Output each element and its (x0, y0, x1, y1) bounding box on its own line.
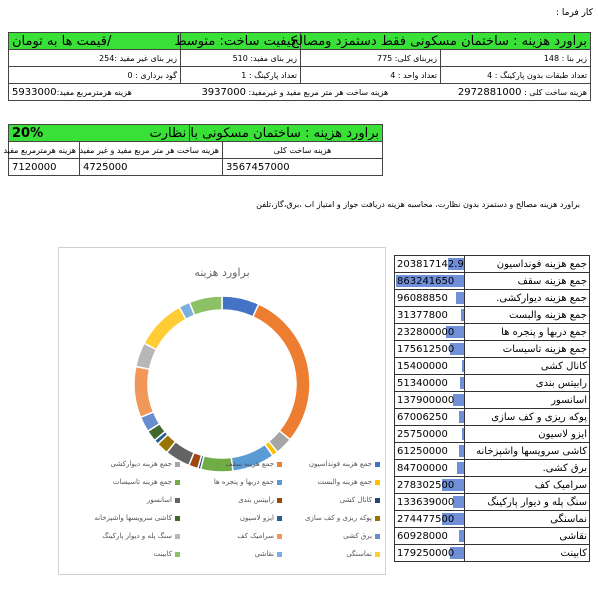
legend-label: ایزو لاسیون (239, 514, 274, 522)
row-label: سرامیک کف (464, 477, 589, 494)
table-row (395, 528, 590, 545)
row-label: جمع هزینه دیوارکشی. (464, 290, 589, 307)
value-text: 96088850 (397, 292, 448, 304)
value-text: 278302500 (397, 479, 455, 491)
value-text: 67006250 (397, 411, 448, 423)
legend-item (237, 532, 282, 540)
row-value (395, 511, 465, 528)
legend-label: کابینت (153, 550, 172, 558)
row-value (395, 409, 465, 426)
row-value (395, 375, 465, 392)
legend-label: جمع هزینه والبست (317, 478, 372, 486)
table-row (395, 256, 590, 273)
legend-swatch (175, 480, 180, 485)
value-text: 60928000 (397, 530, 448, 542)
data-bar (456, 292, 464, 304)
value-text: 863241650 (397, 275, 455, 287)
value-text: 51340000 (397, 377, 448, 389)
row-label: جمع هزینه والبست (464, 307, 589, 324)
value-text: 31377800 (397, 309, 448, 321)
legend-label: سنگ پله و دیوار پارکینگ (102, 532, 172, 540)
floor-area: زیر بنا : 148 (441, 50, 591, 67)
legend-swatch (175, 552, 180, 557)
data-bar (460, 377, 464, 389)
table-row (395, 358, 590, 375)
data-bar (457, 462, 464, 474)
table-row (395, 443, 590, 460)
legend-label: اسانسور (146, 496, 172, 504)
legend-swatch (277, 480, 282, 485)
legend-item (305, 514, 380, 522)
row-label: ایزو لاسیون (464, 426, 589, 443)
supervision-percent: 20% (9, 125, 190, 142)
value-text: 203817142.9 (397, 258, 464, 270)
data-bar (459, 530, 464, 542)
legend-swatch (175, 516, 180, 521)
total-area: زیربنای کلی: 775 (301, 50, 441, 67)
row-label: جمع هزینه تاسیسات (464, 341, 589, 358)
pie-slice-1 (253, 304, 310, 440)
row-label: رابیتس بندی (464, 375, 589, 392)
table1-title: براورد هزینه : ساختمان مسکونی فقط دستمزد ومصالح (301, 33, 591, 50)
cost-breakdown-table (394, 255, 590, 562)
legend-item (113, 478, 180, 486)
legend-label: برق کشی (343, 532, 372, 540)
row-label: نماسنگی (464, 511, 589, 528)
legend-swatch (375, 552, 380, 557)
legend-label: سرامیک کف (237, 532, 274, 540)
row-label: سنگ پله و دیوار پارکینگ (464, 494, 589, 511)
legend-swatch (277, 498, 282, 503)
legend-label: کانال کشی (339, 496, 372, 504)
legend-label: نماسنگی (346, 550, 372, 558)
total-cost-value: 2972881000 (457, 86, 522, 98)
legend-label: نقاشی (254, 550, 274, 558)
excavation: گود برداری : 0 (9, 67, 181, 84)
note-text: براورد هزینه مصالح و دستمزد بدون نظارت، محاسبه هزینه دریافت جواز و امتیاز اب ،برق،گاز،تلفن (256, 200, 580, 209)
row-value (395, 392, 465, 409)
row-label: جمع هزینه سقف (464, 273, 589, 290)
parking-count: تعداد پارکینگ : 1 (181, 67, 301, 84)
legend-item (343, 532, 380, 540)
total-cost-label: هزینه ساخت کلی : (524, 87, 588, 97)
donut-chart (59, 276, 385, 476)
legend-item (214, 478, 282, 486)
legend-label: جمع هزینه سقف (225, 460, 274, 468)
row-value (395, 528, 465, 545)
legend-item (153, 550, 180, 558)
legend-item (225, 460, 282, 468)
table-row (395, 290, 590, 307)
quality-label: کیفیت ساخت: متوسط (181, 33, 301, 50)
row-value (395, 290, 465, 307)
data-bar (461, 309, 463, 321)
legend-label: جمع هزینه تاسیسات (113, 478, 172, 486)
per-sqm-useful-value: 5933000 (12, 86, 57, 98)
table2-title: براورد هزینه : ساختمان مسکونی با نظارت (190, 125, 383, 142)
legend-item (102, 532, 180, 540)
value-text: 133639000 (397, 496, 455, 508)
legend-item (94, 514, 180, 522)
table-row (395, 460, 590, 477)
legend-swatch (277, 516, 282, 521)
col-header-per-sqm: هزینه ساخت هر متر مربع مفید و غیر مفید (80, 142, 223, 159)
row-value (395, 273, 465, 290)
legend-swatch (277, 462, 282, 467)
legend-swatch (375, 498, 380, 503)
legend-item (238, 496, 282, 504)
row-label: اسانسور (464, 392, 589, 409)
legend-item (317, 478, 380, 486)
row-label: جمع هزینه فونداسیون (464, 256, 589, 273)
table-row (395, 324, 590, 341)
legend-item (346, 550, 380, 558)
value-per-useful: 7120000 (9, 159, 80, 176)
pie-slice-13 (134, 366, 153, 417)
legend-item (340, 496, 380, 504)
legend-swatch (175, 534, 180, 539)
currency-label: /قیمت ها به تومان (9, 33, 181, 50)
data-bar (459, 411, 464, 423)
legend-swatch (375, 462, 380, 467)
row-value (395, 324, 465, 341)
table-row (395, 273, 590, 290)
row-label: کابینت (464, 545, 589, 562)
data-bar (453, 496, 464, 508)
supervised-cost-table (3, 124, 383, 176)
row-label: کانال کشی (464, 358, 589, 375)
legend-swatch (175, 462, 180, 467)
value-per-sqm: 4725000 (80, 159, 223, 176)
useful-area: زیر بنای مفید: 510 (181, 50, 301, 67)
pie-slice-15 (144, 307, 186, 350)
data-bar (462, 360, 464, 372)
employer-label: کار فرما : (556, 8, 593, 18)
chart-title: براورد هزینه (194, 266, 250, 279)
legend-label: جمع هزینه فونداسیون (308, 460, 372, 468)
row-value (395, 494, 465, 511)
row-value (395, 426, 465, 443)
value-text: 137900000 (397, 394, 455, 406)
table-row (395, 341, 590, 358)
legend-item (111, 460, 180, 468)
row-label: جمع دربها و پنجره ها (464, 324, 589, 341)
col-header-per-useful: هزینه هرمترمربع مفید (9, 142, 80, 159)
row-value (395, 460, 465, 477)
legend-label: جمع دربها و پنجره ها (213, 478, 274, 486)
row-label: کاشی سرویسها واشپزخانه (464, 443, 589, 460)
legend-label: جمع هزینه دیوارکشی (110, 460, 172, 468)
pie-slice-17 (189, 296, 222, 315)
value-text: 175612500 (397, 343, 455, 355)
table-row (395, 375, 590, 392)
value-text: 274477500 (397, 513, 455, 525)
col-header-total: هزینه ساخت کلی (223, 142, 383, 159)
legend-swatch (175, 498, 180, 503)
table-row (395, 426, 590, 443)
row-label: نقاشی (464, 528, 589, 545)
value-text: 25750000 (397, 428, 448, 440)
table-row (395, 477, 590, 494)
per-sqm-all-value: 3937000 (201, 86, 246, 98)
row-value (395, 545, 465, 562)
legend-item (255, 550, 282, 558)
row-label: برق کشی. (464, 460, 589, 477)
value-text: 179250000 (397, 547, 455, 559)
data-bar (462, 428, 464, 440)
legend-label: رابیتس بندی (238, 496, 274, 504)
row-value (395, 307, 465, 324)
row-value (395, 477, 465, 494)
data-bar (453, 394, 464, 406)
floors-count: تعداد طبقات بدون پارکینگ : 4 (441, 67, 591, 84)
value-text: 232800000 (397, 326, 455, 338)
row-value (395, 358, 465, 375)
legend-label: پوکه ریزی و کف سازی (304, 514, 372, 522)
data-bar (459, 445, 464, 457)
value-text: 61250000 (397, 445, 448, 457)
legend-swatch (277, 534, 282, 539)
legend-item (309, 460, 380, 468)
per-sqm-all-label: هزینه ساخت هر متر مربع مفید و غیرمفید: (248, 87, 389, 97)
units-count: تعداد واحد : 4 (301, 67, 441, 84)
row-value (395, 256, 465, 273)
legend-swatch (375, 534, 380, 539)
value-total: 3567457000 (223, 159, 383, 176)
value-text: 84700000 (397, 462, 448, 474)
table-row (395, 307, 590, 324)
table-row (395, 392, 590, 409)
legend-item (240, 514, 282, 522)
row-value (395, 443, 465, 460)
pie-slice-0 (222, 296, 259, 317)
legend-swatch (277, 552, 282, 557)
cost-estimate-table (8, 32, 591, 101)
chart-panel (58, 247, 386, 575)
value-text: 15400000 (397, 360, 448, 372)
table-row (395, 511, 590, 528)
table-row (395, 545, 590, 562)
row-label: پوکه ریزی و کف سازی (464, 409, 589, 426)
legend-swatch (375, 516, 380, 521)
table-row (395, 494, 590, 511)
legend-label: کاشی سرویسها واشپزخانه (94, 514, 172, 522)
row-value (395, 341, 465, 358)
non-useful-area: زیر بنای غیر مفید :254 (9, 50, 181, 67)
per-sqm-useful-label: هزینه هرمترمربع مفید: (56, 87, 132, 97)
legend-item (147, 496, 180, 504)
table-row (395, 409, 590, 426)
legend-swatch (375, 480, 380, 485)
